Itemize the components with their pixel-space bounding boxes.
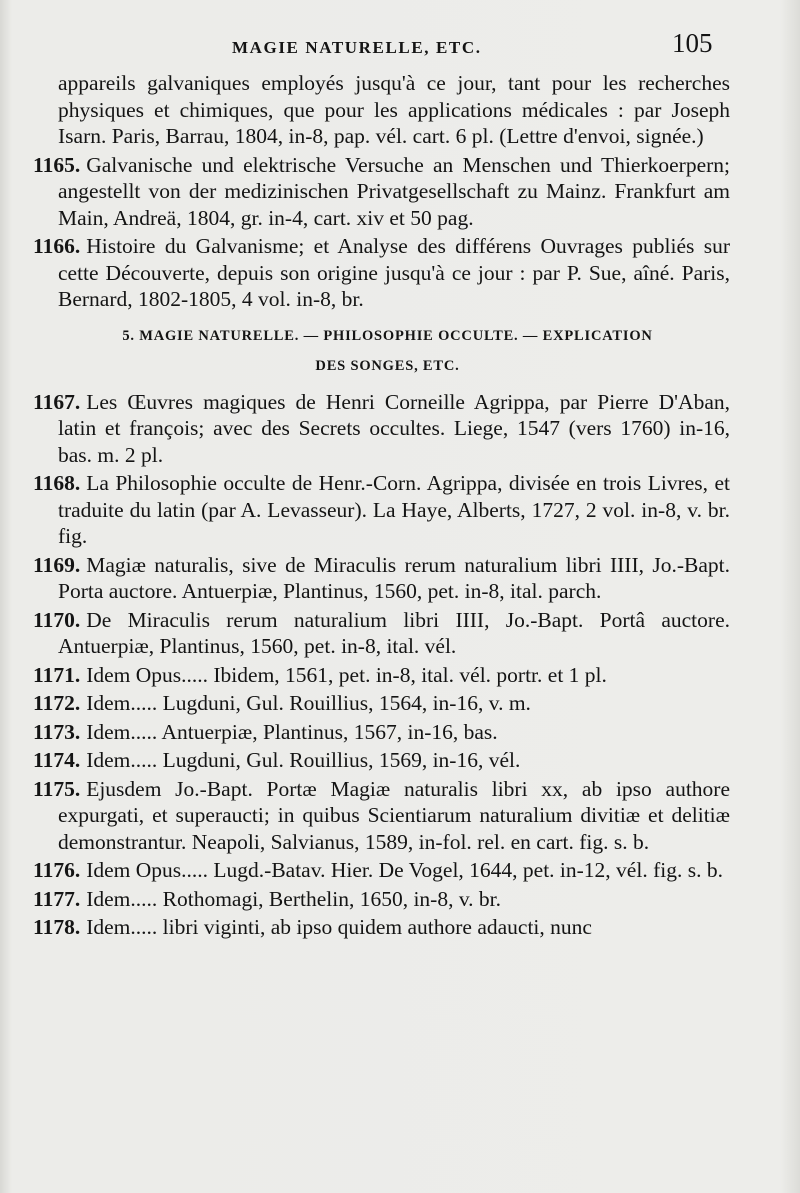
- catalogue-entry: [0, 747, 800, 774]
- entry-number: 1173.: [33, 719, 81, 744]
- catalogue-entry: [0, 857, 800, 884]
- catalogue-entry: [0, 470, 800, 550]
- entry-number: 1174.: [33, 748, 81, 772]
- catalogue-entry: [0, 662, 800, 689]
- entry-number: 1169.: [33, 552, 81, 577]
- section-heading-line-1: 5. MAGIE NATURELLE. — PHILOSOPHIE OCCULTE. — EXPLICATION: [122, 327, 653, 344]
- running-title: MAGIE NATURELLE, ETC.: [232, 38, 482, 57]
- entry-number: 1172.: [33, 691, 81, 715]
- catalogue-entry: [0, 233, 800, 313]
- entry-text: Les Œuvres magiques de Henri Corneille Agrippa, par Pierre D'Aban, latin et françois; avec des Secrets occultes. Liege, 1547 (vers 1760) in-16, bas. m. 2 pl.: [58, 389, 730, 467]
- page-header: [0, 28, 800, 64]
- entry-text: Idem..... Lugduni, Gul. Rouillius, 1569, in-16, vél.: [86, 748, 521, 772]
- catalogue-entry: [0, 152, 800, 232]
- entry-number: 1165.: [33, 152, 81, 177]
- catalogue-entry: [0, 886, 800, 913]
- entry-number: 1175.: [33, 776, 81, 801]
- catalogue-entry: [0, 776, 800, 856]
- entry-number: 1167.: [33, 389, 81, 414]
- entry-text: Magiæ naturalis, sive de Miraculis rerum naturalium libri IIII, Jo.-Bapt. Porta auctore. Antuerpiæ, Plantinus, 1560, pet. in-8, ital. parch.: [58, 552, 730, 603]
- entry-text: Idem..... Lugduni, Gul. Rouillius, 1564, in-16, v. m.: [86, 691, 531, 715]
- entry-text: Idem Opus..... Lugd.-Batav. Hier. De Vogel, 1644, pet. in-12, vél. fig. s. b.: [86, 858, 723, 882]
- entry-text: Histoire du Galvanisme; et Analyse des différens Ouvrages publiés sur cette Découverte, depuis son origine jusqu'à ce jour : par P. Sue, aîné. Paris, Bernard, 1802-1805, 4 vol. in-8, br.: [58, 234, 730, 311]
- continuation-paragraph: appareils galvaniques employés jusqu'à ce jour, tant pour les recherches physiques et chimiques, que pour les applications médicales : par Joseph Isarn. Paris, Barrau, 1804, in-8, pap. vél. cart. 6 pl. (Lettre d'envoi, signée.): [58, 71, 730, 148]
- entry-text: Idem..... libri viginti, ab ipso quidem authore adaucti, nunc: [86, 915, 592, 939]
- entry-number: 1176.: [33, 858, 81, 882]
- entries-galvanism: [0, 152, 800, 313]
- entry-text: Ejusdem Jo.-Bapt. Portæ Magiæ naturalis libri xx, ab ipso authore expurgati, et superaucti; in quibus Scientiarum naturalium divitiæ et delitiæ demonstrantur. Neapoli, Salvianus, 1589, in-fol. rel. en cart. fig. s. b.: [58, 776, 730, 854]
- entry-text: La Philosophie occulte de Henr.-Corn. Agrippa, divisée en trois Livres, et traduite du latin (par A. Levasseur). La Haye, Alberts, 1727, 2 vol. in-8, v. br. fig.: [58, 471, 730, 548]
- entry-number: 1171.: [33, 662, 81, 687]
- section-heading: [35, 321, 740, 381]
- page-body: [0, 70, 800, 943]
- entry-number: 1177.: [33, 886, 81, 911]
- catalogue-entry: [0, 552, 800, 605]
- entry-number: 1178.: [33, 915, 81, 939]
- catalogue-entry: [0, 607, 800, 660]
- catalogue-entry: [0, 914, 800, 941]
- entry-number: 1168.: [33, 471, 81, 495]
- entry-number: 1166.: [33, 234, 81, 258]
- section-heading-line-2: DES SONGES, ETC.: [315, 357, 460, 374]
- entry-number: 1170.: [33, 607, 81, 632]
- page-number: 105: [672, 28, 713, 58]
- catalogue-entry: [0, 389, 800, 469]
- catalogue-entry: [0, 719, 800, 746]
- entry-text: Idem..... Rothomagi, Berthelin, 1650, in-8, v. br.: [86, 886, 502, 911]
- catalogue-entry: [0, 690, 800, 717]
- entry-text: Idem Opus..... Ibidem, 1561, pet. in-8, ital. vél. portr. et 1 pl.: [86, 662, 607, 687]
- entry-text: Galvanische und elektrische Versuche an Menschen und Thierkoerpern; angestellt von der medizinischen Privatgesellschaft zu Mainz. Frankfurt am Main, Andreä, 1804, gr. in-4, cart. xiv et 50 pag.: [58, 152, 730, 230]
- entries-magie-naturelle: [0, 389, 800, 941]
- entry-text: Idem..... Antuerpiæ, Plantinus, 1567, in-16, bas.: [86, 719, 498, 744]
- entry-text: De Miraculis rerum naturalium libri IIII, Jo.-Bapt. Portâ auctore. Antuerpiæ, Plantinus, 1560, pet. in-8, ital. vél.: [58, 607, 730, 658]
